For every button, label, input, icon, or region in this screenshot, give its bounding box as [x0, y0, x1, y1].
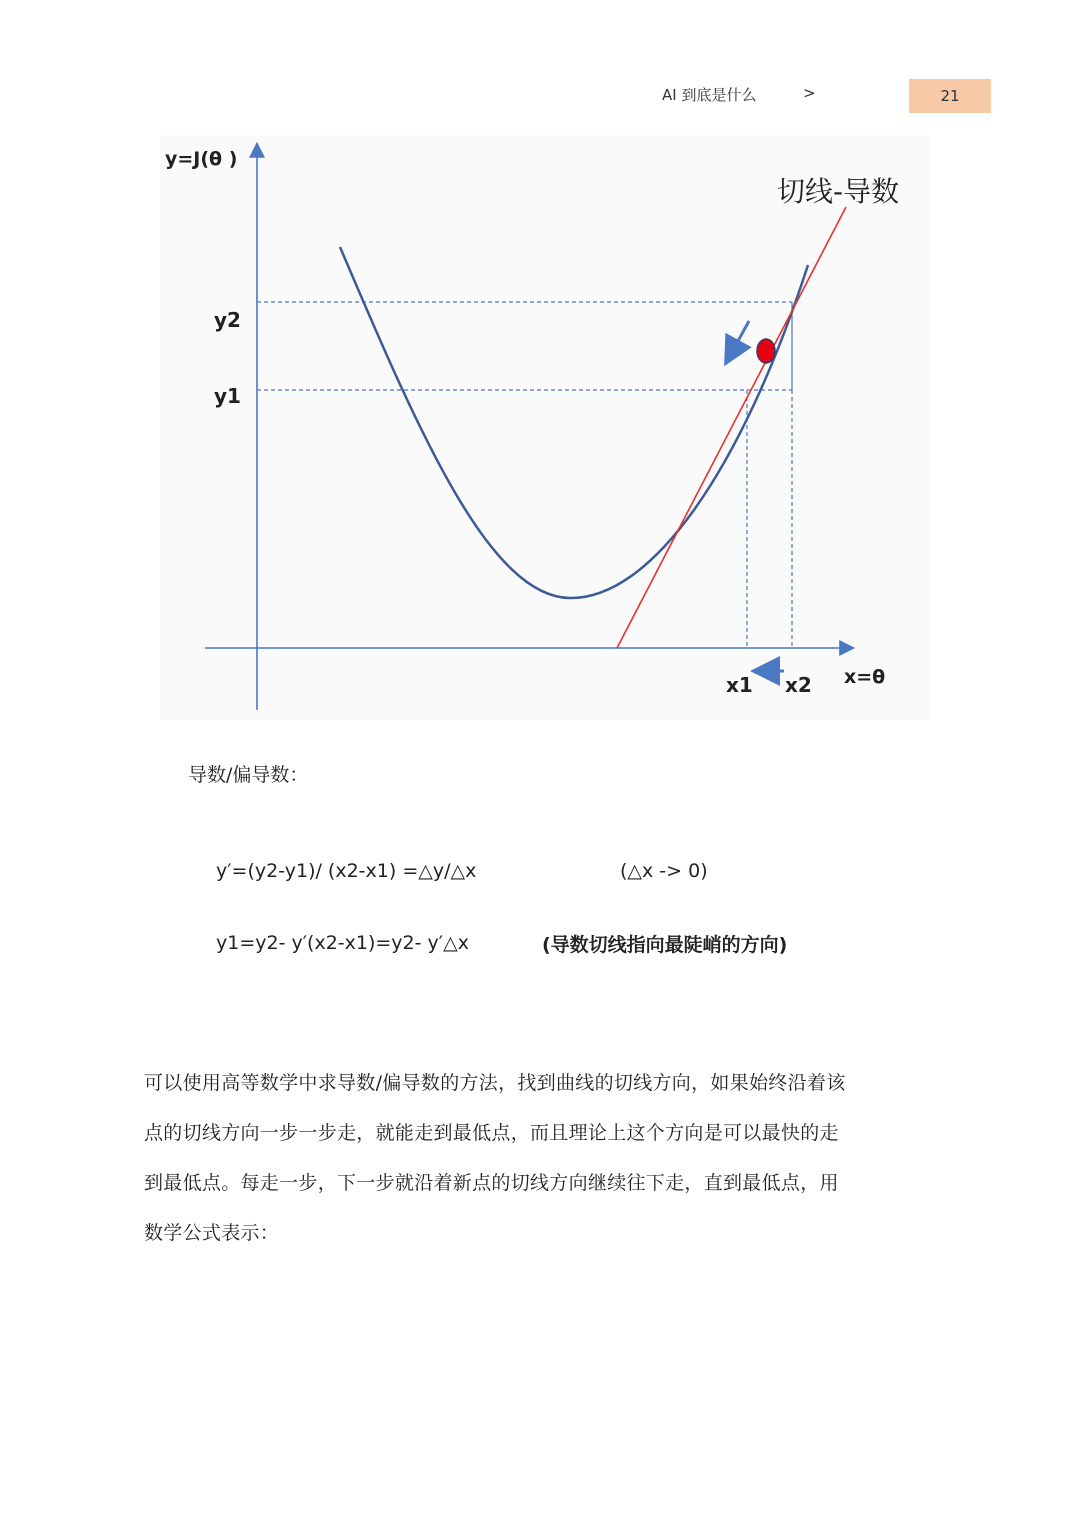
- x2-label: x2: [785, 673, 812, 697]
- formula-condition: (△x -> 0): [620, 860, 708, 882]
- section-label: 导数/偏导数：: [188, 764, 309, 786]
- formula-derivative: y′=(y2-y1)/ (x2-x1) =△y/△x: [216, 860, 477, 882]
- diagram-background: [160, 135, 930, 720]
- x1-label: x1: [726, 673, 753, 697]
- tangent-label: 切线-导数: [777, 175, 900, 208]
- running-header-title: AI 到底是什么: [662, 86, 757, 104]
- page-number: 21: [940, 87, 960, 105]
- y1-label: y1: [214, 384, 241, 408]
- paragraph-line: 数学公式表示：: [144, 1222, 280, 1244]
- paragraph-line: 到最低点。每走一步，下一步就沿着新点的切线方向继续往下走，直到最低点，用: [144, 1172, 839, 1194]
- x-axis-label: x=θ: [844, 666, 886, 688]
- current-point: [757, 339, 775, 363]
- gradient-descent-diagram: [160, 135, 930, 720]
- page-number-badge: [909, 79, 991, 113]
- paragraph-line: 点的切线方向一步一步走，就能走到最低点，而且理论上这个方向是可以最快的走: [144, 1122, 839, 1144]
- body-paragraph: [144, 1058, 944, 1258]
- formula-update: y1=y2- y′(x2-x1)=y2- y′△x: [216, 932, 469, 954]
- y-axis-label: y=J(θ ): [165, 148, 238, 170]
- chevron-right-icon: >: [803, 84, 816, 102]
- y2-label: y2: [214, 308, 241, 332]
- formula-note: (导数切线指向最陡峭的方向): [542, 934, 788, 956]
- paragraph-line: 可以使用高等数学中求导数/偏导数的方法，找到曲线的切线方向，如果始终沿着该: [144, 1072, 846, 1094]
